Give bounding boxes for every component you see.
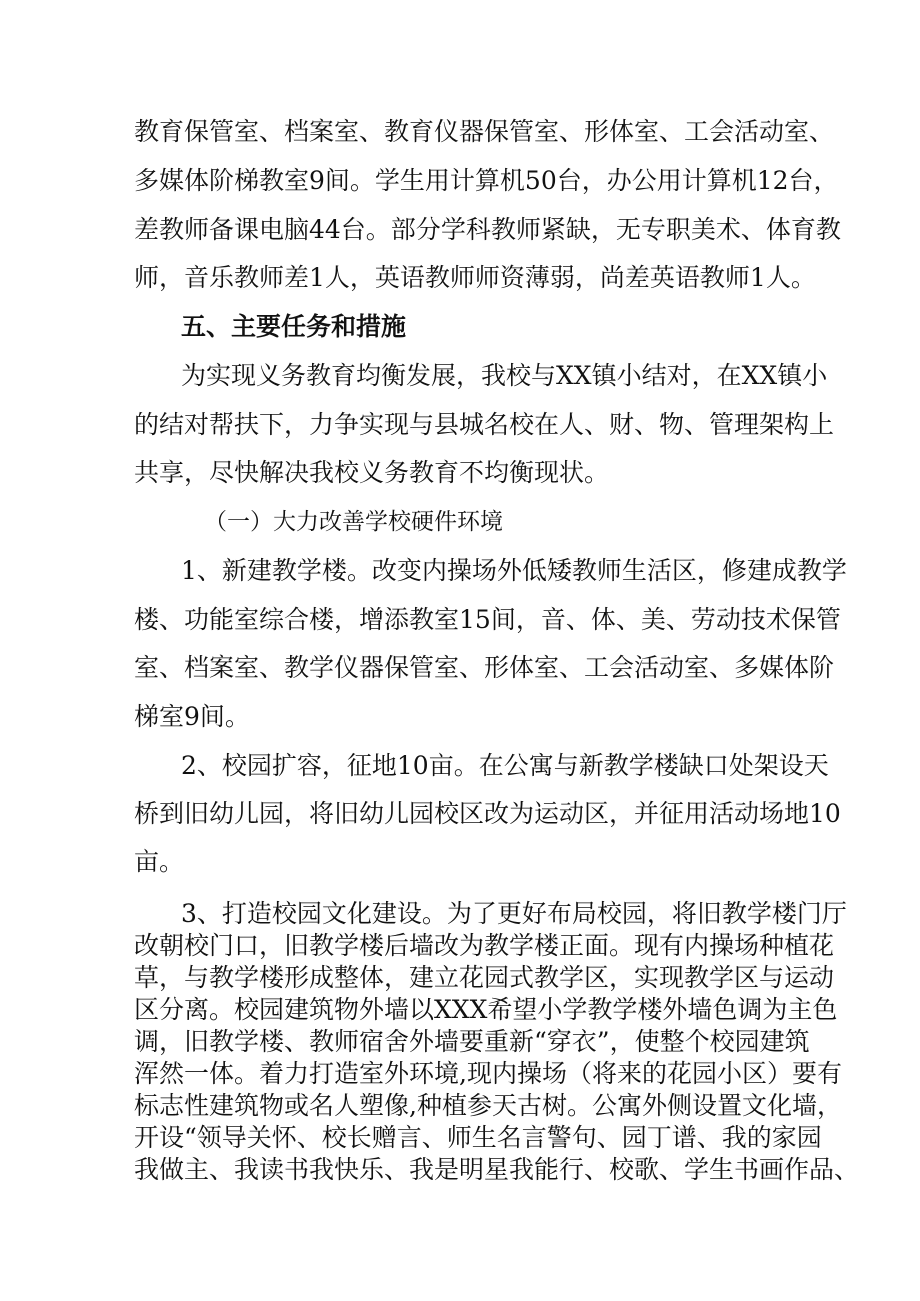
item-1-line: 楼、功能室综合楼，增添教室15间，音、体、美、劳动技术保管 <box>134 605 841 634</box>
item-3-line: 调，旧教学楼、教师宿舍外墙要重新“穿衣”，使整个校园建筑 <box>134 1027 810 1056</box>
item-1-line: 梯室9间。 <box>134 702 250 731</box>
paragraph-goal-line: 的结对帮扶下，力争实现与县城名校在人、财、物、管理架构上 <box>134 410 835 439</box>
paragraph-goal-line: 为实现义务教育均衡发展，我校与XX镇小结对，在XX镇小 <box>181 361 828 390</box>
item-2-line: 桥到旧幼儿园，将旧幼儿园校区改为运动区，并征用活动场地10 <box>134 799 841 828</box>
item-3-line: 标志性建筑物或名人塑像,种植参天古树。公寓外侧设置文化墙， <box>134 1091 842 1120</box>
section-heading: 五、主要任务和措施 <box>181 312 407 341</box>
item-2-line: 亩。 <box>134 847 185 876</box>
paragraph-intro-line: 差教师备课电脑44台。部分学科教师紧缺，无专职美术、体育教 <box>134 215 841 244</box>
item-3-line: 区分离。校园建筑物外墙以XXX希望小学教学楼外墙色调为主色 <box>134 995 838 1024</box>
item-2-line: 2、校园扩容，征地10亩。在公寓与新教学楼缺口处架设天 <box>181 751 829 780</box>
paragraph-intro-line: 教育保管室、档案室、教育仪器保管室、形体室、工会活动室、 <box>134 117 835 146</box>
item-3-line: 开设“领导关怀、校长赠言、师生名言警句、园丁谱、我的家园 <box>134 1123 822 1152</box>
paragraph-goal-line: 共享，尽快解决我校义务教育不均衡现状。 <box>134 458 610 487</box>
subsection-heading: （一）大力改善学校硬件环境 <box>204 509 503 535</box>
item-3-line: 改朝校门口，旧教学楼后墙改为教学楼正面。现有内操场种植花 <box>134 931 835 960</box>
paragraph-intro-line: 师，音乐教师差1人，英语教师师资薄弱，尚差英语教师1人。 <box>134 263 816 292</box>
item-3-line: 浑然一体。着力打造室外环境,现内操场（将来的花园小区）要有 <box>134 1059 842 1088</box>
item-3-line: 草，与教学楼形成整体，建立花园式教学区，实现教学区与运动 <box>134 963 835 992</box>
paragraph-intro-line: 多媒体阶梯教室9间。学生用计算机50台，办公用计算机12台， <box>134 166 839 195</box>
item-3-line: 3、打造校园文化建设。为了更好布局校园，将旧教学楼门厅 <box>181 899 847 928</box>
item-1-line: 1、新建教学楼。改变内操场外低矮教师生活区，修建成教学 <box>181 556 847 585</box>
item-3-line: 我做主、我读书我快乐、我是明星我能行、校歌、学生书画作品、 <box>134 1155 860 1184</box>
item-1-line: 室、档案室、教学仪器保管室、形体室、工会活动室、多媒体阶 <box>134 653 835 682</box>
